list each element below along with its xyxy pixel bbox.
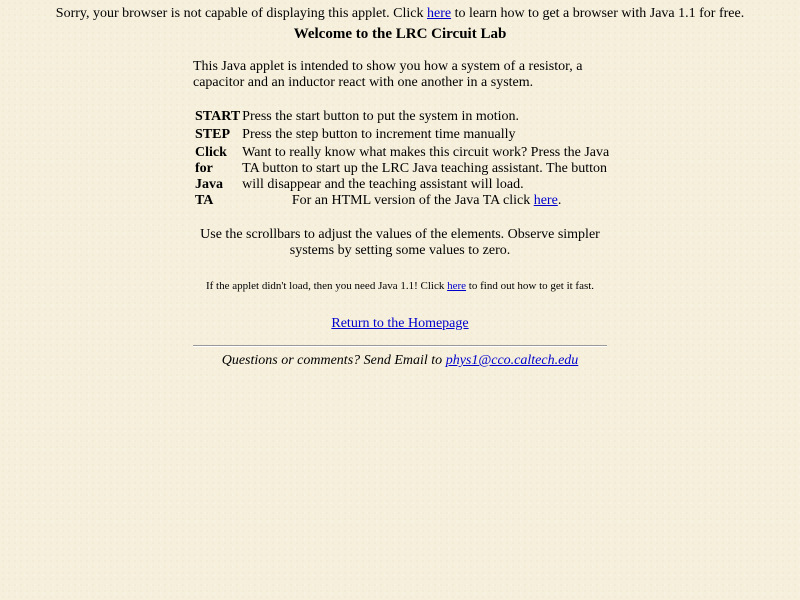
intro-paragraph: This Java applet is intended to show you how a system of a resistor, a capacitor and an inductor react with one another in a system. bbox=[193, 59, 583, 90]
html-ta-line bbox=[242, 193, 611, 209]
scrollbar-note: Use the scrollbars to adjust the values of the elements. Observe simpler systems by setting some values to zero. bbox=[200, 227, 600, 258]
browser-notice bbox=[0, 6, 800, 22]
instruction-row-step bbox=[195, 127, 611, 143]
instruction-row-java-ta bbox=[195, 145, 611, 209]
divider bbox=[193, 345, 607, 347]
contact-text: Questions or comments? Send Email to bbox=[221, 353, 446, 368]
homepage-link[interactable]: Return to the Homepage bbox=[331, 316, 469, 331]
java-ta-key: Click for Java TA bbox=[195, 145, 227, 208]
instructions-table bbox=[193, 107, 613, 211]
start-key: START bbox=[195, 109, 241, 124]
html-ta-text: For an HTML version of the Java TA click bbox=[291, 193, 534, 208]
get-java-link[interactable]: here bbox=[447, 280, 467, 292]
html-ta-link[interactable]: here bbox=[533, 193, 558, 208]
instruction-row-start bbox=[195, 109, 611, 125]
email-link[interactable]: phys1@cco.caltech.edu bbox=[445, 353, 579, 368]
java-ta-description: Want to really know what makes this circuit work? Press the Java TA button to start up the LRC Java teaching assistant. The button will disappear and the teaching assistant will load. bbox=[242, 145, 610, 192]
step-key: STEP bbox=[195, 127, 231, 142]
java-ta-cell bbox=[242, 145, 611, 209]
get-browser-link[interactable]: here bbox=[426, 6, 452, 21]
home-link-container bbox=[0, 316, 800, 332]
start-description: Press the start button to put the system in motion. bbox=[242, 109, 520, 124]
html-ta-text-end: . bbox=[557, 193, 562, 208]
java-help-note bbox=[0, 280, 800, 293]
java-help-text-end: to find out how to get it fast. bbox=[466, 280, 595, 292]
step-description: Press the step button to increment time manually bbox=[242, 127, 516, 142]
contact-line bbox=[0, 353, 800, 369]
browser-notice-text-end: to learn how to get a browser with Java 1.1 for free. bbox=[451, 6, 745, 21]
java-help-text: If the applet didn't load, then you need Java 1.1! Click bbox=[205, 280, 448, 292]
page-title: Welcome to the LRC Circuit Lab bbox=[293, 26, 507, 42]
browser-notice-text: Sorry, your browser is not capable of displaying this applet. Click bbox=[55, 6, 427, 21]
